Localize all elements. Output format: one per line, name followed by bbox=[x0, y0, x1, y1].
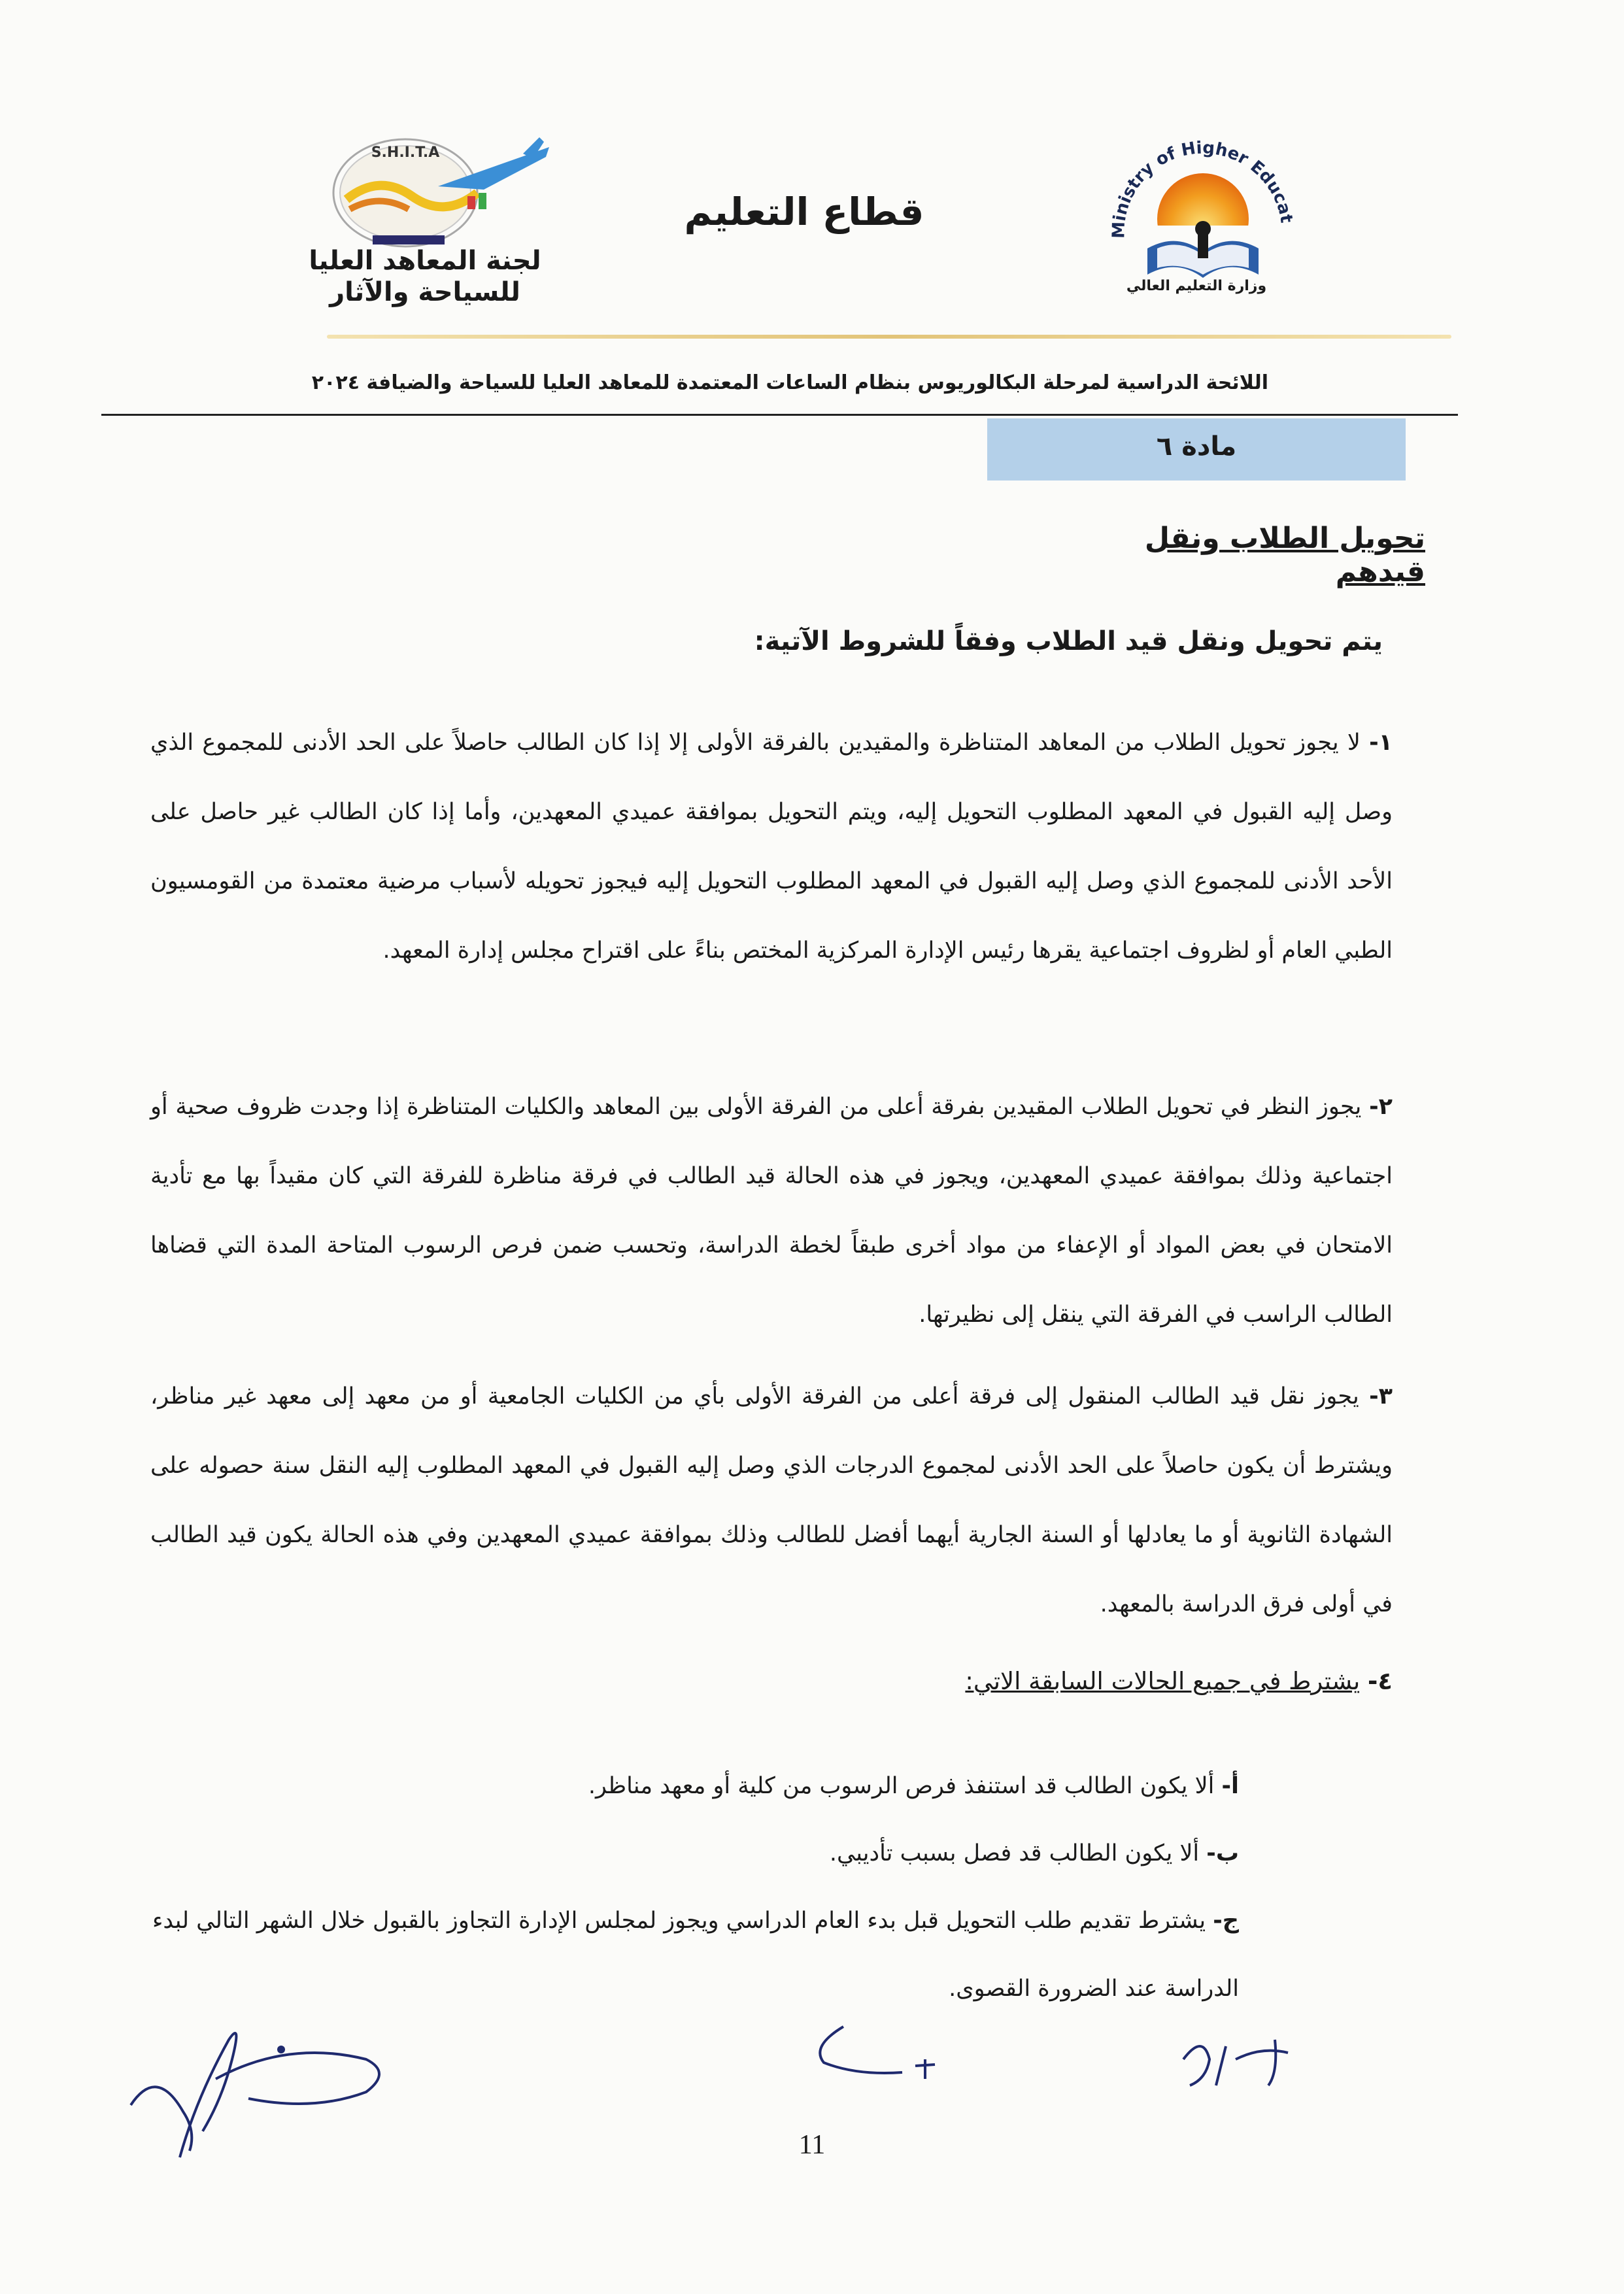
page-number: 11 bbox=[798, 2130, 826, 2160]
article-label: مادة ٦ bbox=[1156, 431, 1237, 462]
section-title: تحويل الطلاب ونقل قيدهم bbox=[1144, 522, 1425, 588]
signature-right bbox=[1170, 2020, 1301, 2099]
signature-left bbox=[118, 2000, 405, 2170]
clause-2 bbox=[150, 1072, 1393, 1349]
committee-name bbox=[281, 245, 569, 308]
sub-clause-text: ألا يكون الطالب قد استنفذ فرص الرسوب من كلية أو معهد مناظر. bbox=[588, 1773, 1215, 1799]
clause-text: لا يجوز تحويل الطلاب من المعاهد المتناظرة والمقيدين بالفرقة الأولى إلا إذا كان الطالب حاصلاً على الحد الأدنى للمجموع الذي وصل إليه القبول في المعهد المطلوب التحويل إليه، ويتم التحويل بموافقة عميدي المعهدين، وأما إذا كان الطالب غير حاصل على الأحد الأدنى للمجموع الذي وصل إليه القبول في المعهد المطلوب التحويل إليه فيجوز تحويله لأسباب مرضية معتمدة من القومسيون الطبي العام أو لظروف اجتماعية يقرها رئيس الإدارة المركزية المختص بناءً على اقتراح مجلس إدارة المعهد. bbox=[150, 730, 1393, 964]
signature-center bbox=[804, 2014, 974, 2085]
sub-clause-letter: ب- bbox=[1206, 1840, 1239, 1866]
header-divider bbox=[327, 335, 1451, 339]
committee-name-line1: لجنة المعاهد العليا bbox=[309, 246, 541, 276]
ministry-name-en: Ministry of Higher Educat bbox=[1109, 138, 1296, 239]
committee-logo-text: S.H.I.T.A bbox=[371, 144, 440, 161]
clause-4 bbox=[654, 1667, 1393, 1695]
committee-name-line2: للسياحة والآثار bbox=[330, 277, 520, 307]
clause-1 bbox=[150, 708, 1393, 985]
intro-text: يتم تحويل ونقل قيد الطلاب وفقاً للشروط الآتية: bbox=[754, 626, 1383, 656]
clause-number: ٣- bbox=[1369, 1383, 1393, 1409]
sub-clause-text: يشترط تقديم طلب التحويل قبل بدء العام الدراسي ويجوز لمجلس الإدارة التجاوز بالقبول خلال الشهر التالي لبدء الدراسة عند الضرورة القصوى. bbox=[152, 1908, 1239, 2002]
clause-number: ٤- bbox=[1368, 1667, 1393, 1695]
clause-text: يشترط في جميع الحالات السابقة الاتي: bbox=[965, 1667, 1361, 1695]
regulation-title: اللائحة الدراسية لمرحلة البكالوريوس بنظام الساعات المعتمدة للمعاهد العليا للسياحة والضيافة ٢٠٢٤ bbox=[311, 371, 1268, 394]
sub-clause-a bbox=[150, 1752, 1239, 1820]
sub-clause-text: ألا يكون الطالب قد فصل بسبب تأديبي. bbox=[829, 1840, 1200, 1866]
sub-clause-letter: أ- bbox=[1221, 1773, 1239, 1799]
page-title: قطاع التعليم bbox=[684, 190, 924, 234]
sub-clause-letter: ج- bbox=[1213, 1908, 1239, 1934]
clause-3 bbox=[150, 1362, 1393, 1639]
clause-number: ١- bbox=[1369, 730, 1393, 756]
clause-text: يجوز النظر في تحويل الطلاب المقيدين بفرقة أعلى من الفرقة الأولى بين المعاهد والكليات المتناظرة إذا وجدت ظروف صحية أو اجتماعية وذلك بموافقة عميدي المعهدين، ويجوز في هذه الحالة قيد الطالب في فرقة مناظرة للفرقة التي كان مقيداً بها مع تأدية الامتحان في بعض المواد أو الإعفاء من مواد أخرى طبقاً لخطة الدراسة، وتحسب ضمن فرص الرسوب المتاحة المدة التي قضاها الطالب الراسب في الفرقة التي ينقل إلى نظيرتها. bbox=[150, 1094, 1393, 1328]
header-rule bbox=[101, 414, 1458, 416]
ministry-name-ar: وزارة التعليم العالي bbox=[1126, 278, 1267, 294]
sub-clause-b bbox=[150, 1819, 1239, 1887]
clause-text: يجوز نقل قيد الطالب المنقول إلى فرقة أعلى من الفرقة الأولى بأي من الكليات الجامعية أو من معهد إلى معهد غير مناظر، ويشترط أن يكون حاصلاً على الحد الأدنى لمجموع الدرجات الذي وصل إليه القبول في المعهد المطلوب إليه النقل سنة حصوله على الشهادة الثانوية أو ما يعادلها أو السنة الجارية أيهما أفضل للطالب وذلك بموافقة عميدي المعهدين وفي هذه الحالة يكون قيد الطالب في أولى فرق الدراسة بالمعهد. bbox=[150, 1383, 1393, 1617]
clause-number: ٢- bbox=[1369, 1094, 1393, 1120]
